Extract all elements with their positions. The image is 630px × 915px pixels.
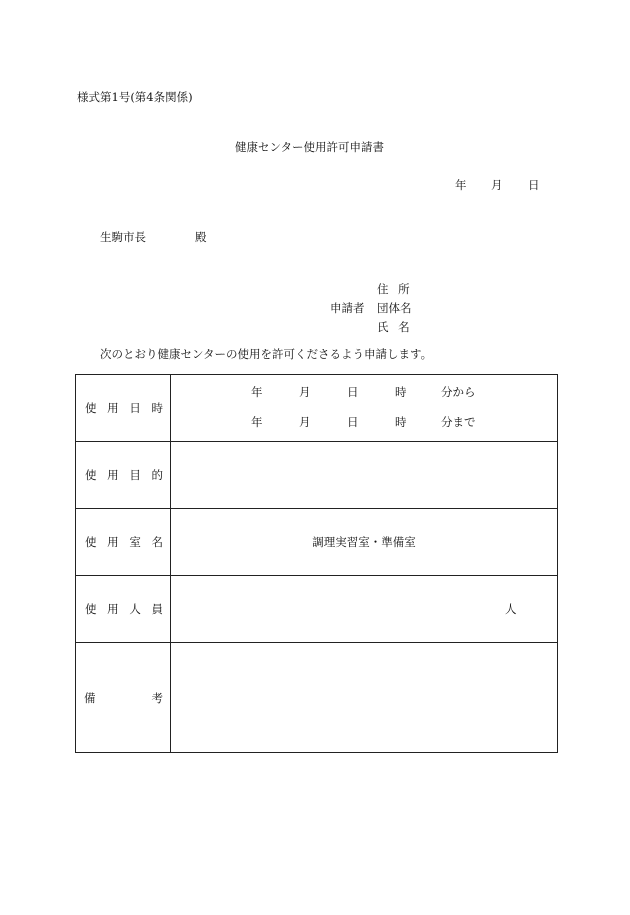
date-day: 日 bbox=[528, 178, 540, 192]
usage-datetime-field[interactable] bbox=[171, 375, 558, 442]
label-char: 使 bbox=[85, 535, 97, 549]
label-char: 目 bbox=[129, 468, 141, 482]
to-day: 日 bbox=[347, 415, 359, 429]
row-remarks bbox=[76, 643, 558, 753]
form-number: 様式第1号(第4条関係) bbox=[77, 90, 193, 104]
row-usage-datetime bbox=[76, 375, 558, 442]
purpose-field[interactable] bbox=[171, 442, 558, 509]
label-char: 時 bbox=[151, 401, 163, 415]
datetime-from bbox=[171, 387, 557, 399]
applicant-name-label: 氏 名 bbox=[377, 320, 410, 334]
label-char: 備 bbox=[84, 690, 96, 705]
label-char: 員 bbox=[151, 602, 163, 616]
to-suffix: 分まで bbox=[441, 415, 476, 429]
from-hour: 時 bbox=[395, 385, 407, 399]
from-year: 年 bbox=[251, 385, 263, 399]
label-char: 用 bbox=[107, 468, 119, 482]
addressee-honorific: 殿 bbox=[195, 230, 207, 244]
label-char: 日 bbox=[129, 401, 141, 415]
date-year: 年 bbox=[455, 178, 467, 192]
from-suffix: 分から bbox=[441, 385, 476, 399]
applicant-organization-label: 団体名 bbox=[377, 301, 412, 315]
remarks-field[interactable] bbox=[171, 643, 558, 753]
label-char: 用 bbox=[107, 401, 119, 415]
label-purpose bbox=[76, 442, 171, 509]
request-text: 次のとおり健康センターの使用を許可くださるよう申請します。 bbox=[100, 347, 433, 361]
document-title: 健康センター使用許可申請書 bbox=[235, 140, 385, 154]
label-char: 使 bbox=[85, 468, 97, 482]
label-char: 名 bbox=[151, 535, 163, 549]
date-month: 月 bbox=[491, 178, 503, 192]
addressee-name: 生駒市長 bbox=[100, 230, 146, 244]
label-char: 使 bbox=[85, 401, 97, 415]
applicant-label: 申請者 bbox=[330, 301, 365, 315]
label-room bbox=[76, 509, 171, 576]
datetime-to bbox=[171, 417, 557, 429]
people-unit: 人 bbox=[505, 602, 517, 616]
row-room bbox=[76, 509, 558, 576]
label-usage-datetime bbox=[76, 375, 171, 442]
from-month: 月 bbox=[299, 385, 311, 399]
room-field bbox=[171, 509, 558, 576]
label-char: 的 bbox=[151, 468, 163, 482]
applicant-address-label: 住 所 bbox=[377, 282, 410, 296]
label-char: 人 bbox=[129, 602, 141, 616]
to-year: 年 bbox=[251, 415, 263, 429]
row-people bbox=[76, 576, 558, 643]
label-char: 使 bbox=[85, 602, 97, 616]
label-remarks bbox=[76, 643, 171, 753]
row-purpose bbox=[76, 442, 558, 509]
to-month: 月 bbox=[299, 415, 311, 429]
to-hour: 時 bbox=[395, 415, 407, 429]
label-char: 考 bbox=[151, 690, 163, 705]
label-char: 用 bbox=[107, 535, 119, 549]
people-field[interactable] bbox=[171, 576, 558, 643]
label-char: 室 bbox=[129, 535, 141, 549]
from-day: 日 bbox=[347, 385, 359, 399]
room-value: 調理実習室・準備室 bbox=[312, 535, 416, 549]
application-table bbox=[75, 374, 558, 753]
label-char: 用 bbox=[107, 602, 119, 616]
label-people bbox=[76, 576, 171, 643]
